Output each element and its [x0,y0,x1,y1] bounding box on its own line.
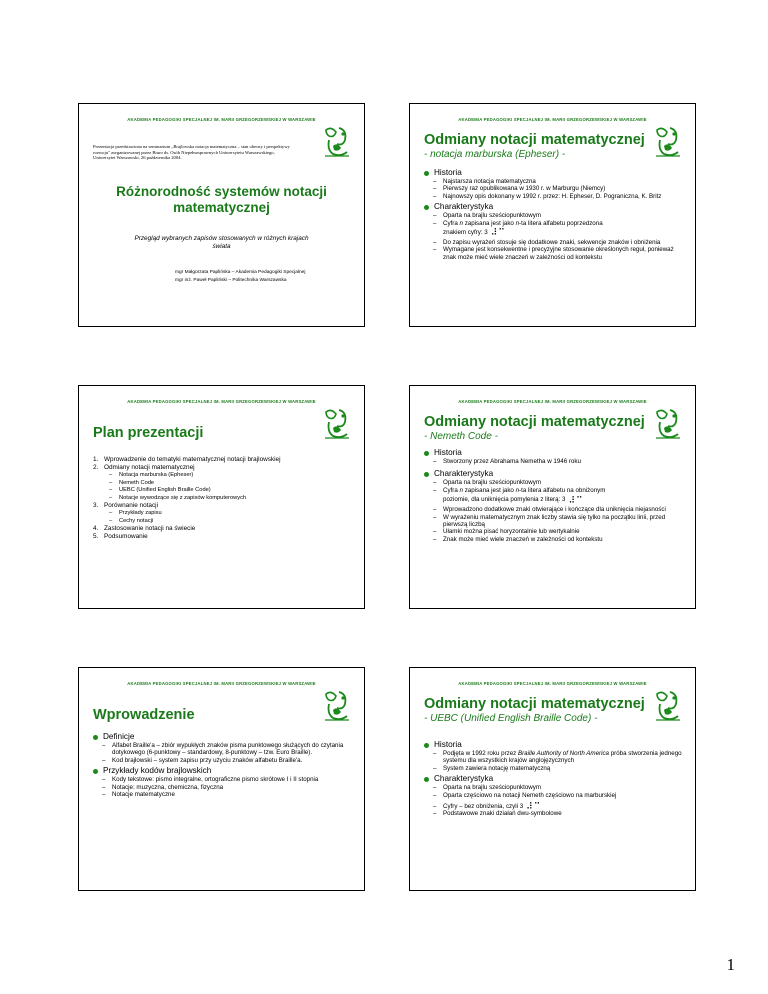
text-part: Podjęta w 1992 roku przez [443,750,518,757]
text-part: Podsumowanie [104,533,148,541]
slide-title-text: Wprowadzenie [93,707,195,723]
list-item: – System zawiera notację matematyczną [433,765,685,772]
list-item: 1. Wprowadzenie do tematyki matematycznej notacji brajlowskiej [93,456,281,463]
slide-plan [78,385,365,609]
slide-header: AKADEMIA PEDAGOGIKI SPECJALNEJ IM. MARII GRZEGORZEWSKIEJ W WARSZAWIE [127,117,316,122]
text-part: próba stworzenia jednego systemu dla wszystkich krajów anglojęzycznych [443,750,682,765]
bullet-charakterystyka: Charakterystyka [424,469,685,479]
text-part: n [515,219,520,227]
slide-intro [78,667,365,891]
slide-subtitle: - UEBC (Unified English Braille Code) - [424,713,598,724]
slide-body [93,456,354,541]
slide-header: AKADEMIA PEDAGOGIKI SPECJALNEJ IM. MARII GRZEGORZEWSKIEJ W WARSZAWIE [127,399,316,404]
slide-header: AKADEMIA PEDAGOGIKI SPECJALNEJ IM. MARII GRZEGORZEWSKIEJ W WARSZAWIE [458,681,647,686]
list-item: – Pierwszy raz opublikowana w 1930 r. w Marburgu (Niemcy) [433,185,685,192]
list-item: – Stworzony przez Abrahama Nemetha w 1946 roku [433,458,685,465]
list-item: – Do zapisu wyrażeń stosuje się dodatkowe znaki, sekwencje znaków i obniżenia [433,239,685,246]
slide-marburg [409,103,696,327]
page-number: 1 [726,955,735,974]
text-part: n [515,486,520,494]
list-item: – Wymagane jest konsekwentne i precyzyjne stosowanie określonych reguł, ponieważ znak może mieć wiele znaczeń w zależności od kontekstu [433,246,685,261]
intro-note: Prezentacja przedstawiona na seminarium „Brajlowska notacja matematyczna – stan obecny i perspektywy rozwoju" zorganizowanej przez Biuro ds. Osób Niepełnosprawnych Uniwersytetu Warszawskiego, Uniwersytet Warszawski, 26 października 2004. [93,144,290,161]
list-item: – Najnowszy opis dokonany w 1992 r. przez: H. Epheser, D. Pograniczna, K. Britz [433,193,685,200]
list-item: – Znak może mieć wiele znaczeń w zależności od kontekstu [433,536,685,543]
bullet-charakterystyka: Charakterystyka [424,202,685,212]
academy-logo-icon [323,688,351,722]
text-part: poziomie, dla uniknięcia pomylenia z literą: 3 [443,496,566,504]
slide-subtitle: - notacja marburska (Epheser) - [424,149,566,160]
academy-logo-icon [323,406,351,440]
list-item: – Oparta częściowo na notacji Nemeth częściowo na marburskiej [433,792,685,799]
list-item: – Nemeth Code [109,480,354,487]
text-part: Wprowadzenie do tematyki matematycznej notacji brajlowskiej [104,456,281,463]
list-item: – Podstawowe znaki działań dwu-symbolowe [433,810,685,817]
bullet-historia: Historia [424,168,685,178]
bullet-przyklady: Przykłady kodów brajlowskich [93,766,354,776]
text-part: n [459,219,463,227]
text-part: Cyfra [443,219,460,227]
academy-logo-icon [654,124,682,158]
list-item: – Kody tekstowe: pismo integralne, ortograficzne pismo skrótowe I i II stopnia [102,776,354,783]
list-item [433,803,685,810]
slide-body [424,166,685,261]
list-item [433,750,685,765]
slide-header: AKADEMIA PEDAGOGIKI SPECJALNEJ IM. MARII GRZEGORZEWSKIEJ W WARSZAWIE [458,399,647,404]
slide-title-text: Odmiany notacji matematycznej [424,696,645,712]
academy-logo-icon [323,124,351,158]
list-item: – Notacje wywodzące się z zapisów komputerowych [109,495,354,502]
bullet-historia: Historia [424,448,685,458]
list-item: 4. Zastosowanie notacji na świecie [93,525,196,533]
list-item: – Notacja marburska (Epheser) [109,472,354,479]
slide-subtitle: Przegląd wybranych zapisów stosowanych w różnych krajach świata [134,235,309,250]
academy-logo-icon [654,688,682,722]
bullet-definicje: Definicje [93,732,354,742]
braille-three-icon: ⠼⠉ [490,227,506,238]
list-item: 5. Podsumowanie [93,533,148,541]
text-part: Odmiany notacji matematycznej [104,464,195,472]
list-item: – Oparta na brajlu sześciopunktowym [433,479,685,486]
slide-title-text: Odmiany notacji matematycznej [424,132,645,148]
text-part: zapisana jest jako [462,486,516,494]
text-part: Cyfry – bez obniżenia, czyli 3 [443,803,524,811]
slide-title-text: Różnorodność systemów notacji matematycznej [116,184,327,215]
slide-header: AKADEMIA PEDAGOGIKI SPECJALNEJ IM. MARII GRZEGORZEWSKIEJ W WARSZAWIE [127,681,316,686]
slide-title-text: Plan prezentacji [93,425,204,441]
text-part: zapisana jest jako [462,219,516,227]
braille-three-icon: ⠼⠉ [568,494,584,505]
slide-uebc [409,667,696,891]
list-item: – Alfabet Braille'a – zbiór wypukłych znaków pisma punktowego służących do czytania dotykowego (6-punktowy – standardowy, 8-punktowy – tzw. Euro Braille). [102,742,354,757]
list-item: – Przykłady zapisu [109,510,354,517]
author-2: mgr inż. Paweł Papliński – Politechnika Warszawska [175,278,287,283]
bullet-historia: Historia [424,740,685,750]
list-item: 3. Porównanie notacji [93,502,158,510]
list-item: – Oparta na brajlu sześciopunktowym [433,784,685,791]
list-item: – Oparta na brajlu sześciopunktowym [433,212,685,219]
slide-title [78,103,365,327]
braille-three-icon: ⠼⠉ [526,801,542,812]
list-item: – Ułamki można pisać horyzontalnie lub wertykalnie [433,528,685,535]
text-part: n [459,486,463,494]
text-part: Braille Authority of North America [517,750,609,757]
text-part: Zastosowanie notacji na świecie [104,525,196,533]
list-item: – Najstarsza notacja matematyczna [433,178,685,185]
slide-subtitle: - Nemeth Code - [424,431,498,442]
text-part: Cyfra [443,486,460,494]
slide-header: AKADEMIA PEDAGOGIKI SPECJALNEJ IM. MARII GRZEGORZEWSKIEJ W WARSZAWIE [458,117,647,122]
slide-title-text: Odmiany notacji matematycznej [424,414,645,430]
list-item: – Wprowadzono dodatkowe znaki otwierające i kończące dla uniknięcia niejasności [433,506,685,513]
text-part: -ta litera alfabetu poprzedzona [519,219,603,227]
list-item [433,220,685,239]
academy-logo-icon [654,406,682,440]
text-part: znakiem cyfry: 3 [443,229,488,237]
list-item [433,487,685,506]
text-part: -ta litera alfabetu na obniżonym [519,486,606,494]
list-item: 2. Odmiany notacji matematycznej [93,464,195,472]
bullet-charakterystyka: Charakterystyka [424,774,685,784]
list-item: – Cechy notacji [109,518,354,525]
text-part: Porównanie notacji [104,502,158,510]
list-item: – W wyrażeniu matematycznym znak liczby stawia się tylko na początku linii, przed pierwszą liczbą [433,514,685,529]
slide-body [424,446,685,543]
list-item: – Notacje matematyczne [102,791,354,798]
list-item: – Kod brajlowski – system zapisu przy użyciu znaków alfabetu Braille'a. [102,757,354,764]
slide-body [424,738,685,818]
list-item: – Notacje: muzyczna, chemiczna, fizyczna [102,784,354,791]
list-item: – UEBC (Unified English Braille Code) [109,487,354,494]
slide-body [93,730,354,798]
author-1: mgr Małgorzata Paplińska – Akademia Pedagogiki Specjalnej [175,270,306,275]
slide-nemeth [409,385,696,609]
